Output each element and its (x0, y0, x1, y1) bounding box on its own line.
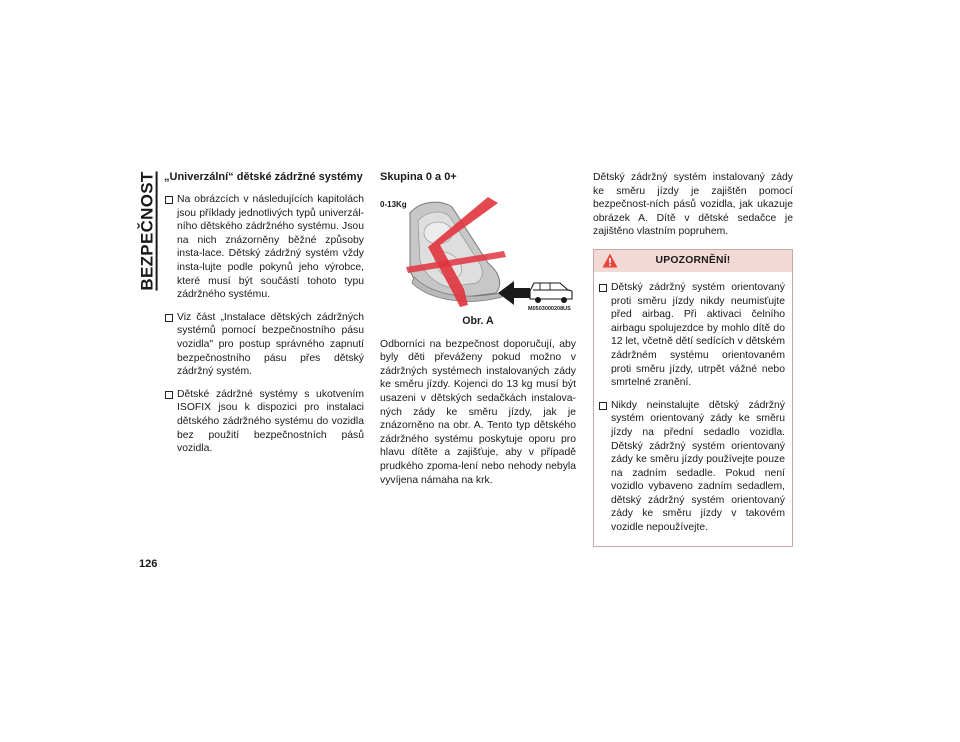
list-item: Na obrázcích v následujících kapitolách jsou příklady jednotlivých typů univerzál-ního dětského zádržného systému. Jsou na nich znázorněny běžné způsoby insta-lace. Dětský zádržný systém vždy insta-lujte podle pokynů jeho výrobce, které musí být součástí tohoto typu zádržného systému. (164, 193, 364, 302)
section-side-tab (136, 172, 160, 290)
figure-caption: Obr. A (462, 315, 494, 327)
direction-arrow-icon (498, 281, 530, 305)
warning-header (594, 250, 792, 272)
page-number: 126 (139, 558, 158, 570)
list-item: Dětské zádržné systémy s ukotvením ISOFIX jsou k dispozici pro instalaci dětského zádržného systému do vozidla bez použití bezpečnostních pásů vozidla. (164, 388, 364, 456)
warning-triangle-icon (602, 253, 618, 268)
rear-facing-child-seat-illustration (380, 193, 576, 311)
car-icon (530, 283, 572, 303)
weight-label: 0-13Kg (380, 200, 407, 209)
section-title: BEZPEČNOST (138, 171, 157, 291)
universal-restraints-list (164, 193, 364, 456)
universal-restraints-heading: „Univerzální“ dětské zádržné systémy (164, 171, 363, 183)
warning-title: UPOZORNĚNÍ! (655, 255, 731, 267)
warning-list (594, 272, 792, 546)
list-item: Nikdy neinstalujte dětský zádržný systém orientovaný zády ke směru jízdy na přední sedadlo vozidla. Dětský zádržný systém orientovaný zády ke směru jízdy používejte pouze na zadním sedadle. Pokud není vozidlo vybaveno zadním sedadlem, dětský zádržný systém orientovaný zády ke směru jízdy v takovém vozidle nepoužívejte. (598, 399, 785, 535)
group-0-body: Odborníci na bezpečnost doporučují, aby byly děti převáženy pokud možno v zádržných systémech instalovaných zády ke směru jízdy. Kojenci do 13 kg musí být usazeni v dětských sedačkách instalova-ných zády ke směru jízdy, jak je znázorněno na obr. A. Tento typ dětského zádržného systému poskytuje oporu pro hlavu dítěte a zajišťuje, aby v případě prudkého zpoma-lení nebo nehody nebyla vyvíjena námaha na krk. (380, 338, 576, 486)
column-right (593, 171, 793, 547)
child-seat-figure (380, 193, 576, 311)
installation-intro: Dětský zádržný systém instalovaný zády ke směru jízdy je zajištěn pomocí bezpečnost-ních pásů vozidla, jak ukazuje obrázek A. Dítě v dětské sedačce je zajištěno vlastním popruhem. (593, 172, 793, 238)
figure-code: M0503000208US (528, 306, 571, 311)
list-item: Dětský zádržný systém orientovaný proti směru jízdy nikdy neumisťujte před airbag. Při aktivaci čelního airbagu spolujezdce by mohlo dítě do 12 let, včetně dětí sedících v dětském zádržném systému orientovaném proti směru jízdy, utrpět vážné nebo smrtelné zranění. (598, 281, 785, 390)
group-0-heading: Skupina 0 a 0+ (380, 171, 457, 183)
column-middle (380, 171, 576, 487)
list-item: Viz část „Instalace dětských zádržných systémů pomocí bezpečnostního pásu vozidla" pro postup správného zapnutí bezpečnostního pásu přes dětský zádržný systém. (164, 311, 364, 379)
column-left (164, 171, 364, 465)
warning-box (593, 249, 793, 547)
